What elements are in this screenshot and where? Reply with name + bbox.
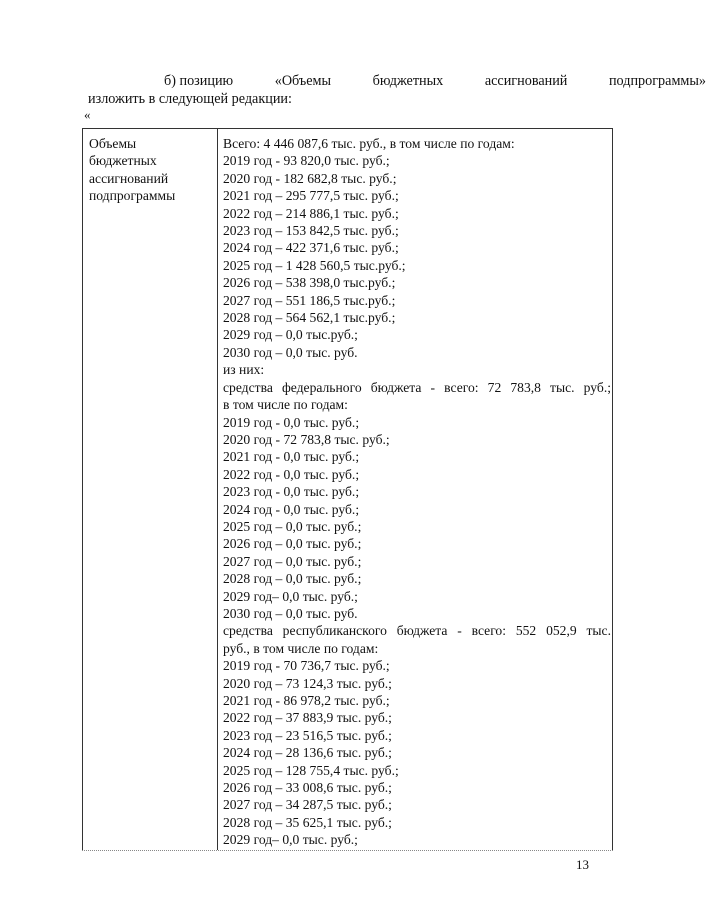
budget-line: 2025 год – 1 428 560,5 тыс.руб.;	[223, 257, 406, 273]
label-line: бюджетных	[89, 153, 157, 169]
table-column-divider	[217, 129, 218, 850]
budget-line: 2025 год – 128 755,4 тыс. руб.;	[223, 762, 399, 778]
budget-line: 2028 год – 35 625,1 тыс. руб.;	[223, 814, 392, 830]
budget-line: 2026 год – 538 398,0 тыс.руб.;	[223, 275, 396, 291]
budget-line: 2028 год – 564 562,1 тыс.руб.;	[223, 310, 396, 326]
table-value-cell	[223, 135, 611, 849]
budget-line: средства республиканского бюджета - всего: 552 052,9 тыс.	[223, 623, 611, 639]
budget-line: из них:	[223, 362, 265, 378]
budget-line: 2029 год– 0,0 тыс. руб.;	[223, 832, 358, 848]
budget-line: 2022 год – 37 883,9 тыс. руб.;	[223, 710, 392, 726]
budget-line: 2020 год – 73 124,3 тыс. руб.;	[223, 675, 392, 691]
table-bottom-edge	[82, 850, 613, 852]
budget-line: 2021 год – 295 777,5 тыс. руб.;	[223, 188, 399, 204]
budget-line: 2019 год - 0,0 тыс. руб.;	[223, 414, 360, 430]
budget-line: 2030 год – 0,0 тыс. руб.	[223, 605, 358, 621]
budget-line: 2020 год - 182 682,8 тыс. руб.;	[223, 170, 397, 186]
budget-line: 2029 год– 0,0 тыс. руб.;	[223, 588, 358, 604]
budget-line: 2019 год - 70 736,7 тыс. руб.;	[223, 658, 390, 674]
label-line: ассигнований	[89, 170, 169, 186]
budget-line: 2025 год – 0,0 тыс. руб.;	[223, 518, 362, 534]
budget-line: 2020 год - 72 783,8 тыс. руб.;	[223, 431, 390, 447]
intro-word: б) позицию	[164, 73, 234, 89]
budget-line: 2030 год – 0,0 тыс. руб.	[223, 344, 358, 360]
budget-line: в том числе по годам:	[223, 397, 348, 413]
budget-line: 2027 год – 34 287,5 тыс. руб.;	[223, 797, 392, 813]
page-number: 13	[576, 857, 589, 872]
budget-line: 2021 год - 86 978,2 тыс. руб.;	[223, 693, 390, 708]
budget-line: 2024 год – 28 136,6 тыс. руб.;	[223, 745, 392, 761]
intro-word: ассигнований	[484, 73, 568, 89]
intro-line-1	[88, 72, 706, 90]
intro-word: бюджетных	[372, 73, 444, 89]
table-label-cell	[89, 135, 214, 205]
budget-line: 2022 год – 214 886,1 тыс. руб.;	[223, 205, 399, 221]
intro-word: подпрограммы»	[608, 73, 706, 89]
intro-paragraph	[88, 72, 706, 108]
budget-line: 2024 год – 422 371,6 тыс. руб.;	[223, 240, 399, 256]
budget-line: 2026 год – 0,0 тыс. руб.;	[223, 536, 362, 552]
budget-line: средства федерального бюджета - всего: 72 783,8 тыс. руб.;	[223, 379, 611, 395]
budget-line: 2027 год – 551 186,5 тыс.руб.;	[223, 292, 396, 308]
budget-line: 2023 год – 23 516,5 тыс. руб.;	[223, 727, 392, 743]
intro-line-2: изложить в следующей редакции:	[88, 91, 292, 107]
budget-line: 2021 год - 0,0 тыс. руб.;	[223, 449, 360, 465]
budget-line: 2024 год - 0,0 тыс. руб.;	[223, 501, 360, 517]
budget-line: 2023 год - 0,0 тыс. руб.;	[223, 484, 360, 500]
budget-line: 2027 год – 0,0 тыс. руб.;	[223, 553, 362, 569]
budget-line: 2028 год – 0,0 тыс. руб.;	[223, 571, 362, 587]
intro-word: «Объемы	[274, 73, 332, 89]
opening-quote-mark: «	[84, 107, 91, 122]
budget-line: 2023 год – 153 842,5 тыс. руб.;	[223, 223, 399, 239]
budget-line: руб., в том числе по годам:	[223, 640, 379, 656]
label-line: Объемы	[89, 136, 137, 151]
budget-line: 2019 год - 93 820,0 тыс. руб.;	[223, 153, 390, 169]
label-line: подпрограммы	[89, 188, 176, 204]
budget-line: 2022 год - 0,0 тыс. руб.;	[223, 466, 360, 482]
budget-line: 2026 год – 33 008,6 тыс. руб.;	[223, 780, 392, 796]
budget-line: 2029 год – 0,0 тыс.руб.;	[223, 327, 358, 343]
budget-line: Всего: 4 446 087,6 тыс. руб., в том числе по годам:	[223, 136, 515, 151]
budget-table	[82, 128, 613, 850]
